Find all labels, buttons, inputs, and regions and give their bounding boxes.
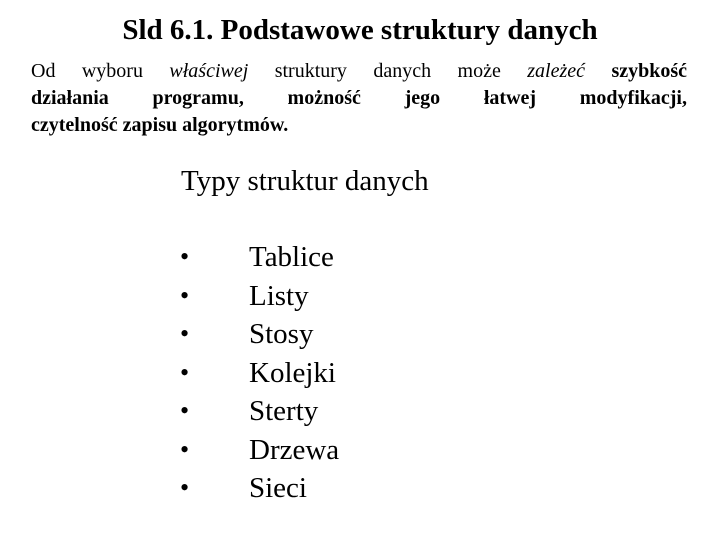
list-item-label: Kolejki xyxy=(249,356,336,389)
intro-line-1-part: Od wyboru xyxy=(31,60,170,82)
intro-line-2: działania programu, możność jego łatwej modyfikacji, xyxy=(31,87,687,109)
intro-emphasis-wlasciwej: właściwej xyxy=(169,60,249,82)
list-item-label: Tablice xyxy=(249,241,334,273)
intro-bold-szybkosc: szybkość xyxy=(611,60,688,82)
list-item-label: Sieci xyxy=(249,472,307,504)
intro-line-3: czytelność zapisu algorytmów. xyxy=(31,114,289,136)
section-subheading: Typy struktur danych xyxy=(181,165,429,197)
intro-line-1 xyxy=(31,58,687,85)
list-item-label: Listy xyxy=(249,279,309,312)
bullet-icon: • xyxy=(180,396,190,425)
intro-paragraph xyxy=(31,58,687,139)
intro-line-1-part xyxy=(585,60,611,82)
list-item-label: Stosy xyxy=(249,318,314,350)
bullet-icon: • xyxy=(180,434,190,464)
bullet-icon: • xyxy=(180,357,190,387)
list-item-label: Sterty xyxy=(249,395,319,427)
bullet-icon: • xyxy=(180,473,190,502)
list-item-label: Drzewa xyxy=(249,433,340,466)
slide-title: Sld 6.1. Podstawowe struktury danych xyxy=(122,14,598,46)
bullet-icon: • xyxy=(180,242,190,271)
intro-line-1-part: struktury danych może xyxy=(248,60,528,82)
intro-emphasis-zalezec: zależeć xyxy=(527,60,586,82)
bullet-icon: • xyxy=(180,280,190,310)
bullet-icon: • xyxy=(180,319,190,348)
